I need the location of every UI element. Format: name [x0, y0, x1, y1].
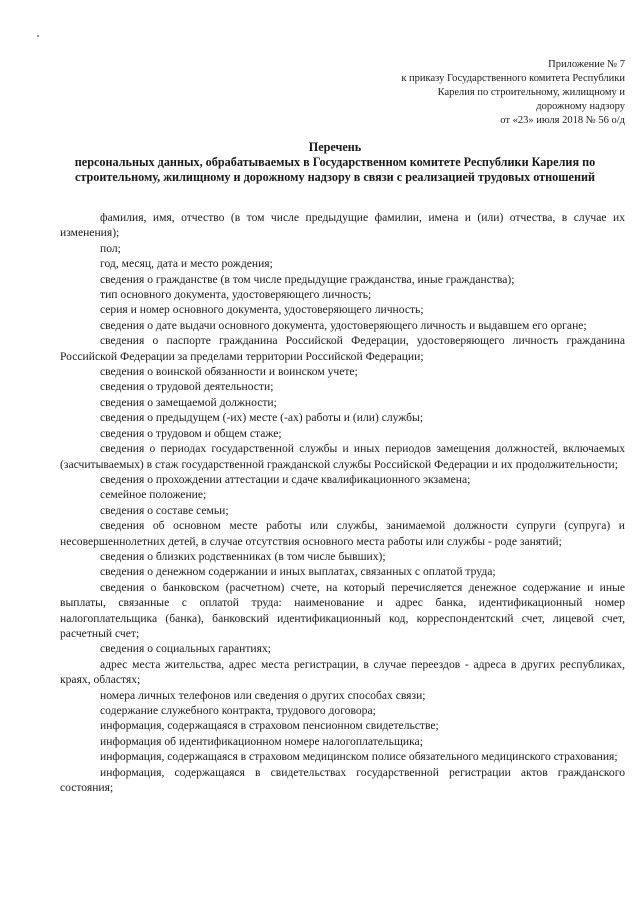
- list-item: сведения о паспорте гражданина Российской Федерации, удостоверяющего личность гражданина Российской Федерации за пределами территории Российской Федерации;: [60, 334, 625, 363]
- list-item: фамилия, имя, отчество (в том числе предыдущие фамилии, имена и (или) отчества, в случае их изменения);: [60, 211, 625, 240]
- title-subtitle: персональных данных, обрабатываемых в Государственном комитете Республики Карелия по строительному, жилищному и дорожному надзору в связи с реализацией трудовых отношений: [74, 155, 596, 184]
- list-item: сведения о дате выдачи основного документа, удостоверяющего личность и выдавшем его органе;: [100, 318, 587, 332]
- list-item: сведения о периодах государственной службы и иных периодов замещения должностей, включаемых (засчитываемых) в стаж государственной гражданской службы Российской Федерации и их продолжительности;: [60, 442, 625, 471]
- list-item: пол;: [100, 241, 121, 255]
- list-item: информация об идентификационном номере налогоплательщика;: [100, 734, 423, 748]
- list-item: содержание служебного контракта, трудового договора;: [100, 704, 376, 717]
- list-item: год, месяц, дата и место рождения;: [100, 257, 273, 271]
- list-item: сведения о близких родственниках (в том числе бывших);: [100, 549, 386, 563]
- document-title: [70, 140, 600, 185]
- list-item: сведения о воинской обязанности и воинском учете;: [100, 365, 358, 379]
- list-item: сведения о замещаемой должности;: [100, 395, 277, 409]
- appendix-line: Приложение № 7: [548, 59, 625, 70]
- list-item: информация, содержащаяся в страховом медицинском полисе обязательного медицинского страхования;: [100, 750, 618, 764]
- list-item: информация, содержащаяся в страховом пенсионном свидетельстве;: [100, 719, 439, 733]
- list-item: тип основного документа, удостоверяющего личность;: [100, 288, 372, 302]
- appendix-line: дорожному надзору: [536, 101, 625, 112]
- list-item: сведения об основном месте работы или службы, занимаемой должности супруги (супруга) и несовершеннолетних детей, в случае отсутствия основного места работы или службы - роде занятий;: [60, 519, 625, 548]
- list-item: информация, содержащаяся в свидетельствах государственной регистрации актов гражданского состояния;: [60, 765, 625, 795]
- list-item: серия и номер основного документа, удостоверяющего личность;: [100, 303, 424, 317]
- list-item: сведения о гражданстве (в том числе предыдущие гражданства, иные гражданства);: [100, 272, 515, 286]
- list-item: сведения о трудовом и общем стаже;: [100, 426, 282, 440]
- list-item: сведения о банковском (расчетном) счете, на который перечисляется денежное содержание и иные выплаты, связанные с оплатой труда: наименование и адрес банка, идентификационный номер налогоплательщика (банка), банковский идентификационный код, корреспондентский счет, лицевой счет, расчетный счет;: [60, 580, 625, 640]
- list-item: сведения о составе семьи;: [100, 503, 229, 517]
- list-item: сведения о денежном содержании и иных выплатах, связанных с оплатой труда;: [100, 565, 496, 579]
- list-item: сведения о социальных гарантиях;: [100, 642, 271, 656]
- appendix-line: Карелия по строительному, жилищному и: [437, 87, 625, 98]
- list-item: сведения о прохождении аттестации и сдаче квалификационного экзамена;: [100, 472, 471, 486]
- scan-speck: [37, 35, 39, 37]
- list-item: адрес места жительства, адрес места регистрации, в случае переездов - адреса в других республиках, краях, областях;: [60, 657, 625, 687]
- appendix-block: [325, 58, 625, 128]
- list-item: семейное положение;: [100, 488, 207, 502]
- appendix-line: к приказу Государственного комитета Республики: [401, 73, 625, 84]
- list-item: сведения о трудовой деятельности;: [100, 380, 274, 394]
- title-heading: Перечень: [308, 140, 362, 154]
- list-item: номера личных телефонов или сведения о других способах связи;: [100, 688, 426, 702]
- data-list: [60, 210, 625, 795]
- list-item: сведения о предыдущем (-их) месте (-ах) работы и (или) службы;: [100, 411, 424, 425]
- appendix-line: от «23» июля 2018 № 56 о/д: [500, 115, 625, 126]
